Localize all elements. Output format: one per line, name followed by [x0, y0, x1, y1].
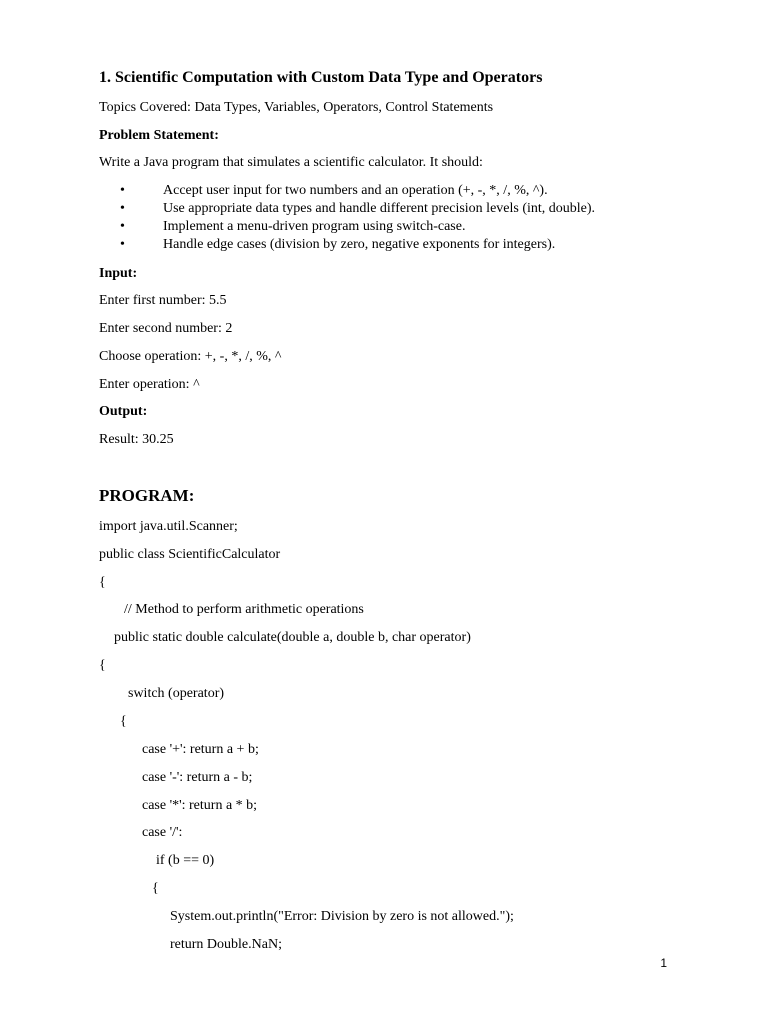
input-line: Choose operation: +, -, *, /, %, ^: [99, 349, 282, 364]
bullet-glyph: •: [120, 219, 125, 234]
code-line: public class ScientificCalculator: [99, 547, 281, 562]
input-line: Enter second number: 2: [99, 321, 233, 336]
input-line: Enter operation: ^: [99, 377, 200, 392]
code-line: {: [99, 658, 106, 673]
code-line: case '-': return a - b;: [142, 770, 253, 785]
code-line: // Method to perform arithmetic operations: [124, 602, 364, 617]
code-line: switch (operator): [128, 686, 225, 701]
list-item: Use appropriate data types and handle different precision levels (int, double).: [163, 201, 596, 216]
program-heading: PROGRAM:: [99, 486, 195, 505]
document-title: 1. Scientific Computation with Custom Data Type and Operators: [99, 69, 543, 86]
bullet-glyph: •: [120, 183, 125, 198]
bullet-glyph: •: [120, 201, 125, 216]
code-line: System.out.println("Error: Division by zero is not allowed.");: [170, 909, 514, 924]
code-line: {: [99, 575, 106, 590]
code-line: case '/':: [142, 825, 183, 840]
code-line: case '+': return a + b;: [142, 742, 259, 757]
problem-intro: Write a Java program that simulates a scientific calculator. It should:: [99, 155, 483, 170]
input-line: Enter first number: 5.5: [99, 293, 227, 308]
code-line: {: [152, 881, 159, 896]
code-line: public static double calculate(double a, double b, char operator): [114, 630, 471, 645]
list-item: Implement a menu-driven program using switch-case.: [163, 219, 466, 234]
topics-covered: Topics Covered: Data Types, Variables, Operators, Control Statements: [99, 100, 494, 115]
list-item: Accept user input for two numbers and an operation (+, -, *, /, %, ^).: [163, 183, 548, 198]
bullet-glyph: •: [120, 237, 125, 252]
page-number: 1: [660, 956, 667, 970]
code-line: {: [120, 714, 127, 729]
output-line: Result: 30.25: [99, 432, 174, 447]
problem-statement-heading: Problem Statement:: [99, 128, 219, 143]
code-line: case '*': return a * b;: [142, 798, 258, 813]
list-item: Handle edge cases (division by zero, negative exponents for integers).: [163, 237, 556, 252]
code-line: import java.util.Scanner;: [99, 519, 238, 534]
code-line: if (b == 0): [156, 853, 215, 868]
input-heading: Input:: [99, 266, 138, 281]
code-line: return Double.NaN;: [170, 937, 282, 952]
output-heading: Output:: [99, 404, 148, 419]
